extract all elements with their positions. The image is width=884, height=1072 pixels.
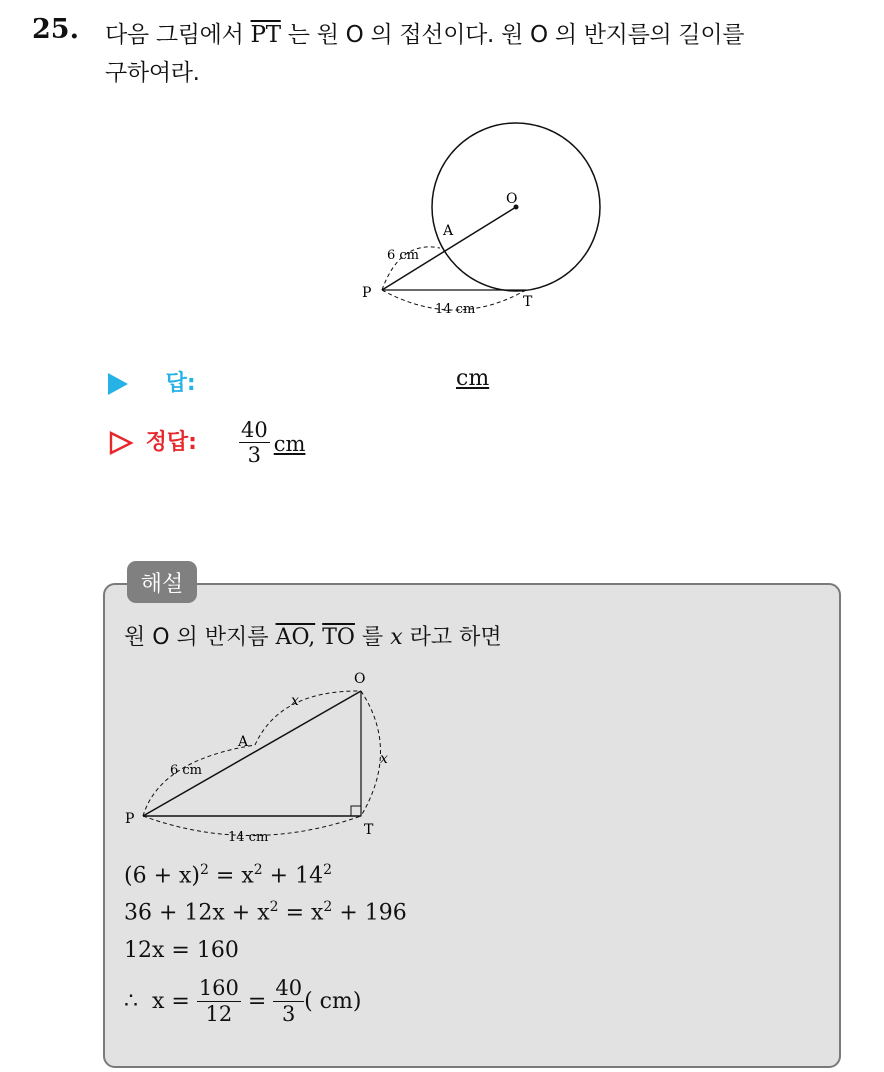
segment-ao: AO, (275, 625, 316, 650)
eq4-prefix: ∴ x = (124, 989, 197, 1014)
solution-figure (120, 660, 400, 850)
correct-value (239, 418, 305, 467)
eq4-unit: ( cm) (304, 989, 362, 1014)
equation-4 (124, 976, 361, 1027)
sol-segment-po (143, 691, 361, 816)
question-number: 25. (32, 14, 79, 45)
eq2-exp2: 2 (323, 899, 333, 915)
correct-unit: cm (273, 431, 306, 456)
equation-2 (124, 899, 407, 925)
eq1-right: + 14 (262, 863, 324, 889)
solution-var-x: x (390, 625, 403, 650)
fig-label-o: O (506, 191, 518, 207)
eq1-left: (6 + x) (124, 863, 200, 889)
question-figure (340, 110, 630, 330)
eq1-mid: = x (208, 863, 254, 889)
sol-label-x2: x (380, 751, 388, 767)
correct-fraction (239, 418, 270, 467)
segment-pt: $\overline{PT}$ (250, 22, 281, 48)
answer-unit[interactable]: cm (456, 366, 490, 391)
correct-denominator: 3 (247, 443, 262, 467)
eq4-equals: = (240, 989, 274, 1014)
play-icon (108, 373, 128, 395)
correct-row (108, 425, 197, 456)
outline-play-icon (108, 431, 134, 455)
eq1-exp: 2 (200, 862, 209, 878)
solution-intro (124, 620, 502, 651)
sol-label-a: A (238, 734, 249, 750)
answer-row (108, 366, 196, 397)
eq2-b: = x (278, 900, 324, 926)
equation-3: 12x = 160 (124, 938, 239, 963)
fig-label-pt: 14 cm (435, 302, 476, 317)
eq4-num1: 160 (198, 976, 239, 1000)
eq2-a: 36 + 12x + x (124, 900, 270, 926)
fig-label-pa: 6 cm (387, 248, 420, 263)
solution-intro-prefix: 원 O 의 반지름 (124, 625, 269, 650)
solution-intro-suffix: 라고 하면 (409, 625, 502, 650)
eq4-den2: 3 (282, 1002, 296, 1026)
segment-to: $\overline{TO}$ (322, 625, 355, 650)
eq1-exp3: 2 (323, 862, 333, 878)
eq1-exp2: 2 (253, 862, 263, 878)
sol-label-t: T (364, 822, 374, 838)
sol-label-pt: 14 cm (228, 830, 269, 845)
eq4-frac2 (273, 976, 304, 1027)
eq4-den1: 12 (205, 1002, 233, 1026)
sol-label-pa: 6 cm (170, 763, 203, 778)
sol-brace-pa (143, 745, 255, 816)
question-prefix: 다음 그림에서 (105, 22, 244, 48)
correct-numerator: 40 (241, 418, 268, 442)
fig-label-t: T (523, 294, 533, 310)
right-angle-mark (351, 806, 361, 816)
question-middle: 는 원 O 의 접선이다. 원 O 의 반지름의 길이를 (287, 22, 745, 48)
solution-tag: 해설 (127, 561, 197, 603)
correct-label: 정답: (145, 430, 197, 455)
eq4-num2: 40 (275, 976, 303, 1000)
question-line2: 구하여라. (105, 60, 200, 86)
equation-1 (124, 862, 332, 888)
eq2-c: + 196 (332, 900, 407, 926)
solution-intro-mid: 를 (361, 625, 384, 650)
sol-label-o: O (354, 671, 366, 687)
eq4-frac1 (197, 976, 241, 1027)
question-text (105, 16, 875, 92)
fig-label-a: A (443, 223, 454, 239)
eq2-exp: 2 (269, 899, 279, 915)
sol-label-p: P (125, 811, 135, 827)
sol-brace-ao (255, 691, 361, 745)
fig-label-p: P (362, 285, 372, 301)
sol-brace-ot (361, 691, 381, 816)
answer-label: 답: (165, 371, 196, 396)
sol-label-x1: x (291, 693, 299, 709)
